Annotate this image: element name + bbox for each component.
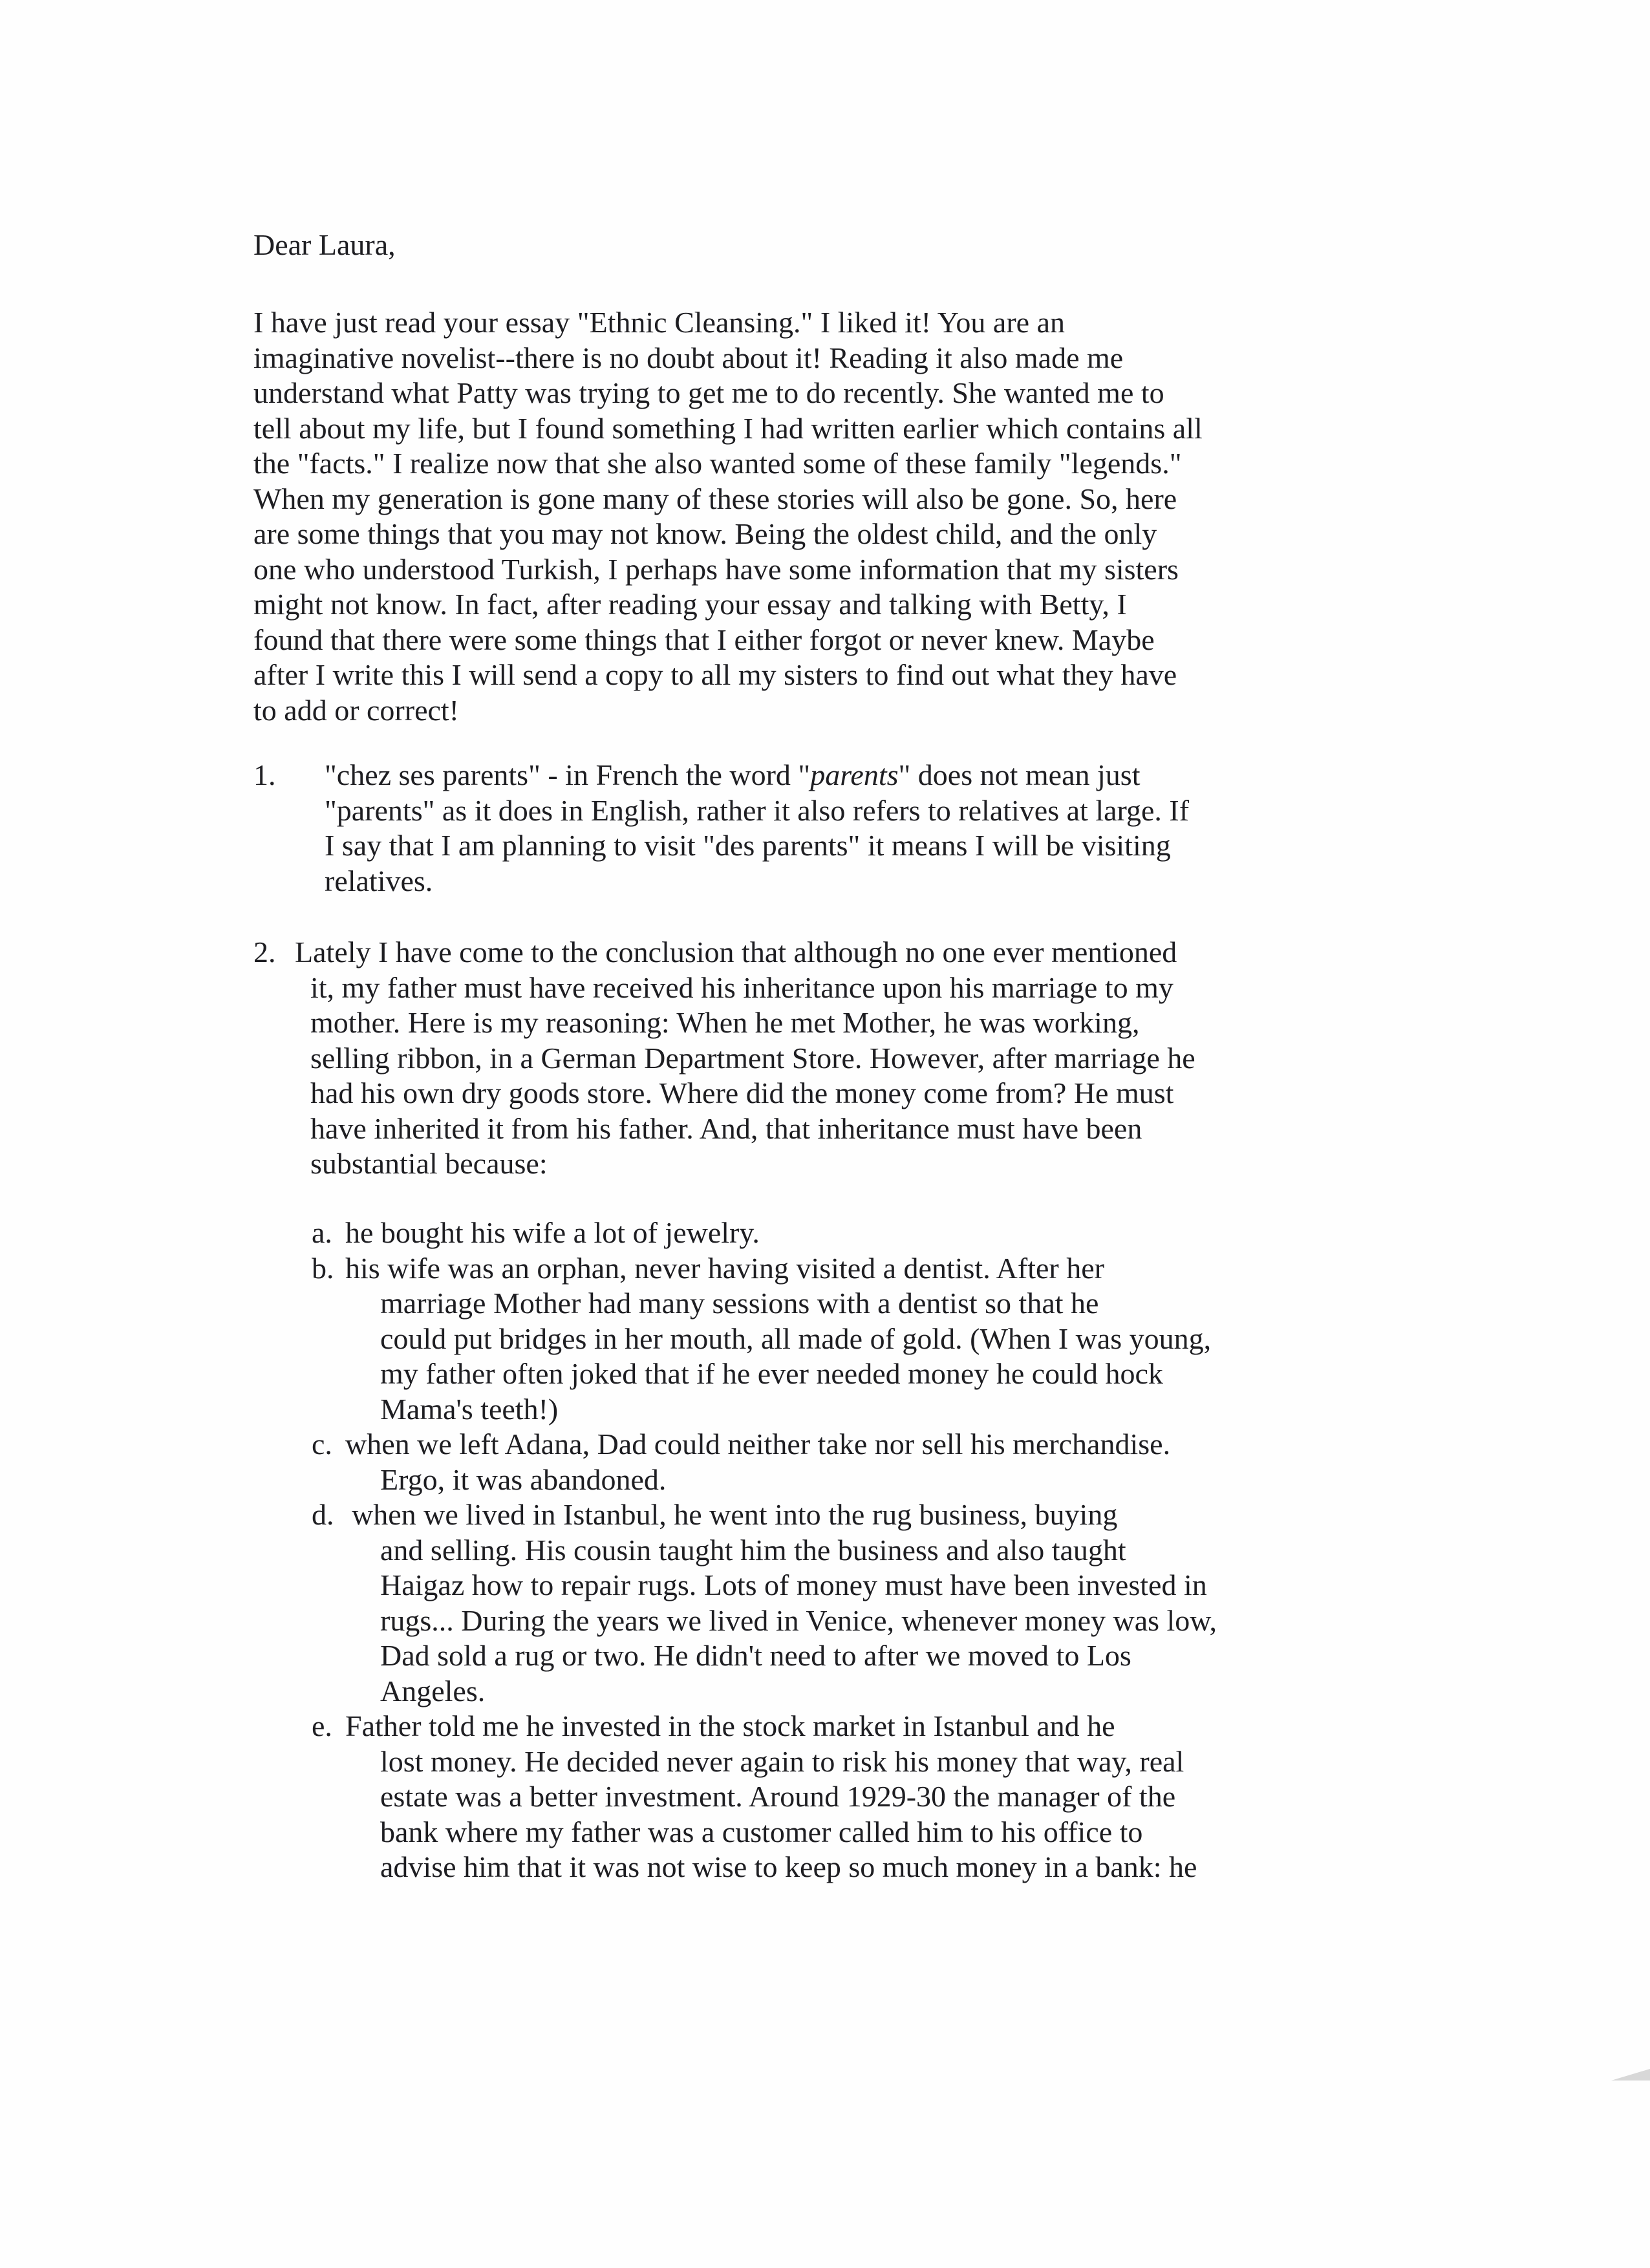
subitem-b <box>253 1251 1424 1287</box>
intro-line: are some things that you may not know. Being the oldest child, and the only <box>253 517 1157 550</box>
page-corner-fold <box>1611 2069 1650 2081</box>
intro-line: found that there were some things that I either forgot or never knew. Maybe <box>253 623 1155 656</box>
item-text: Lately I have come to the conclusion that although no one ever mentioned <box>295 936 1177 968</box>
intro-line: after I write this I will send a copy to all my sisters to find out what they have <box>253 658 1177 691</box>
intro-line: When my generation is gone many of these stories will also be gone. So, here <box>253 482 1177 515</box>
item-number: 1. <box>253 758 276 791</box>
subitem-text: Father told me he invested in the stock market in Istanbul and he <box>345 1709 1115 1742</box>
item-line: "parents" as it does in English, rather it also refers to relatives at large. If <box>325 793 1190 827</box>
item-text: " does not mean just <box>898 758 1141 791</box>
salutation-text: Dear Laura, <box>253 228 396 261</box>
intro-line: to add or correct! <box>253 693 460 727</box>
subitem-text: he bought his wife a lot of jewelry. <box>345 1216 760 1249</box>
numbered-item-2 <box>253 935 1424 1182</box>
intro-line: might not know. In fact, after reading your essay and talking with Betty, I <box>253 588 1127 621</box>
subitem-e <box>253 1709 1424 1744</box>
subitem-d <box>253 1497 1424 1533</box>
subitem-a <box>253 1215 1424 1251</box>
subitem-line: estate was a better investment. Around 1929-30 the manager of the <box>380 1780 1176 1813</box>
subitem-line: rugs... During the years we lived in Venice, whenever money was low, <box>380 1603 1217 1637</box>
subitem-line: Mama's teeth!) <box>380 1392 559 1426</box>
item-line: had his own dry goods store. Where did the money come from? He must <box>310 1076 1174 1109</box>
item-first-line <box>253 758 1424 793</box>
item-line: have inherited it from his father. And, that inheritance must have been <box>310 1111 1142 1145</box>
numbered-item-1 <box>253 758 1424 899</box>
subitem-line: and selling. His cousin taught him the business and also taught <box>380 1533 1126 1567</box>
item-line: it, my father must have received his inheritance upon his marriage to my <box>310 970 1173 1004</box>
subitem-letter: e. <box>312 1709 332 1742</box>
item-text: "chez ses parents" - in French the word " <box>325 758 811 791</box>
salutation <box>253 228 1424 263</box>
item-first-line <box>253 935 1424 970</box>
intro-paragraph <box>253 305 1424 728</box>
intro-line: I have just read your essay "Ethnic Cleansing." I liked it! You are an <box>253 306 1065 339</box>
subitem-letter: b. <box>312 1251 334 1285</box>
subitem-line: Dad sold a rug or two. He didn't need to after we moved to Los <box>380 1639 1131 1672</box>
item-text-italic: parents <box>810 758 899 791</box>
subitem-list <box>253 1215 1424 1885</box>
subitem-line: marriage Mother had many sessions with a dentist so that he <box>380 1287 1099 1320</box>
subitem-line: Ergo, it was abandoned. <box>380 1462 667 1496</box>
intro-line: tell about my life, but I found something I had written earlier which contains all <box>253 411 1203 445</box>
item-line: substantial because: <box>310 1147 548 1180</box>
subitem-line: Angeles. <box>380 1674 486 1707</box>
subitem-line: could put bridges in her mouth, all made of gold. (When I was young, <box>380 1321 1212 1355</box>
item-line: mother. Here is my reasoning: When he met Mother, he was working, <box>310 1006 1140 1039</box>
subitem-line: advise him that it was not wise to keep so much money in a bank: he <box>380 1850 1197 1883</box>
subitem-c <box>253 1427 1424 1462</box>
item-line: I say that I am planning to visit "des parents" it means I will be visiting <box>325 829 1171 862</box>
subitem-line: lost money. He decided never again to risk his money that way, real <box>380 1744 1184 1778</box>
subitem-letter: c. <box>312 1428 332 1460</box>
subitem-line: bank where my father was a customer called him to his office to <box>380 1815 1143 1848</box>
subitem-letter: d. <box>312 1498 334 1531</box>
intro-line: understand what Patty was trying to get me to do recently. She wanted me to <box>253 376 1164 409</box>
subitem-text: when we left Adana, Dad could neither take nor sell his merchandise. <box>345 1428 1171 1460</box>
subitem-line: my father often joked that if he ever needed money he could hock <box>380 1357 1163 1390</box>
subitem-text: when we lived in Istanbul, he went into the rug business, buying <box>352 1498 1118 1531</box>
subitem-letter: a. <box>312 1216 332 1249</box>
item-number: 2. <box>253 936 276 968</box>
intro-line: one who understood Turkish, I perhaps have some information that my sisters <box>253 552 1179 586</box>
item-line: relatives. <box>325 864 433 897</box>
subitem-line: Haigaz how to repair rugs. Lots of money must have been invested in <box>380 1568 1207 1601</box>
intro-line: the "facts." I realize now that she also wanted some of these family "legends." <box>253 447 1182 480</box>
subitem-text: his wife was an orphan, never having visited a dentist. After her <box>345 1251 1104 1285</box>
item-line: selling ribbon, in a German Department Store. However, after marriage he <box>310 1041 1195 1075</box>
intro-line: imaginative novelist--there is no doubt about it! Reading it also made me <box>253 341 1124 374</box>
